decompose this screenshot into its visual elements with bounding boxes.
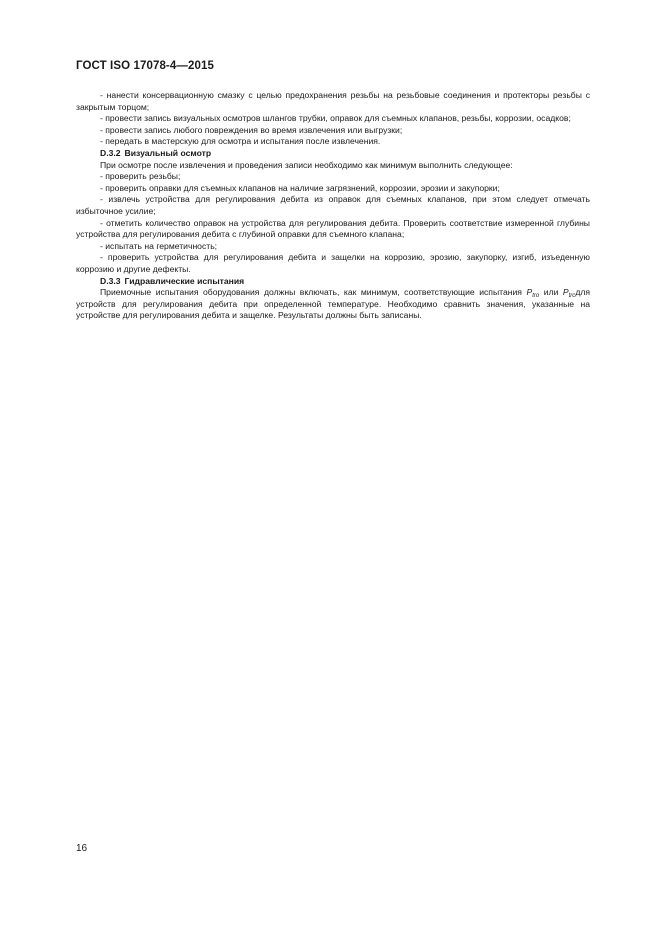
list-item: - передать в мастерскую для осмотра и испытания после извлечения. bbox=[100, 136, 381, 147]
list-item: - испытать на герметичность; bbox=[100, 240, 218, 251]
document-header-title: ГОСТ ISO 17078-4—2015 bbox=[76, 60, 214, 72]
list-item: - проверить устройства для регулирования дебита и защелки на коррозию, эрозию, закупорку, изгиб, изъеденную коррозию и другие дефекты. bbox=[76, 252, 590, 274]
variable-subscript: tro bbox=[532, 293, 540, 300]
variable-symbol: P bbox=[526, 287, 533, 298]
variable-p-trc bbox=[562, 287, 576, 300]
section-number: D.3.2 bbox=[100, 147, 121, 158]
list-item: - проверить оправки для съемных клапанов на наличие загрязнений, коррозии, эрозии и закупорки; bbox=[100, 182, 500, 193]
section-title: Визуальный осмотр bbox=[124, 147, 212, 158]
list-item: - проверить резьбы; bbox=[100, 171, 181, 182]
paragraph-text: для устройств для регулирования дебита при определенной температуре. Необходимо сравнить значения, указанные на устройстве для регулирования дебита и защелке. Результаты должны быть записаны. bbox=[76, 287, 590, 321]
paragraph-text: или bbox=[539, 287, 563, 298]
variable-p-tro bbox=[526, 287, 540, 300]
section-intro: При осмотре после извлечения и проведения записи необходимо как минимум выполнить следующее: bbox=[100, 159, 513, 170]
list-item: - отметить количество оправок на устройства для регулирования дебита. Проверить соответствие измеренной глубины устройства для регулирования дебита с глубиной оправки для съемного клапана; bbox=[76, 217, 590, 240]
list-item: - извлечь устройства для регулирования дебита из оправок для съемных клапанов, при этом следует отмечать избыточное усилие; bbox=[76, 194, 590, 216]
document-body bbox=[76, 90, 590, 322]
section-title: Гидравлические испытания bbox=[124, 275, 245, 286]
variable-subscript: trc bbox=[568, 293, 576, 300]
page-number: 16 bbox=[76, 843, 88, 854]
section-paragraph bbox=[76, 287, 590, 322]
section-number: D.3.3 bbox=[100, 275, 121, 286]
list-item: - нанести консервационную смазку с целью предохранения резьбы на резьбовые соединения и протекторы резьбы с закрытым торцом; bbox=[76, 90, 590, 112]
variable-symbol: P bbox=[562, 287, 569, 298]
list-item: - провести запись визуальных осмотров шлангов трубки, оправок для съемных клапанов, резьбы, коррозии, осадков; bbox=[100, 113, 571, 124]
list-item: - провести запись любого повреждения во время извлечения или выгрузки; bbox=[100, 124, 403, 135]
paragraph-text: Приемочные испытания оборудования должны включать, как минимум, соответствующие испытания bbox=[100, 287, 527, 298]
section-heading-d32 bbox=[76, 148, 590, 160]
section-heading-d33 bbox=[76, 276, 590, 288]
